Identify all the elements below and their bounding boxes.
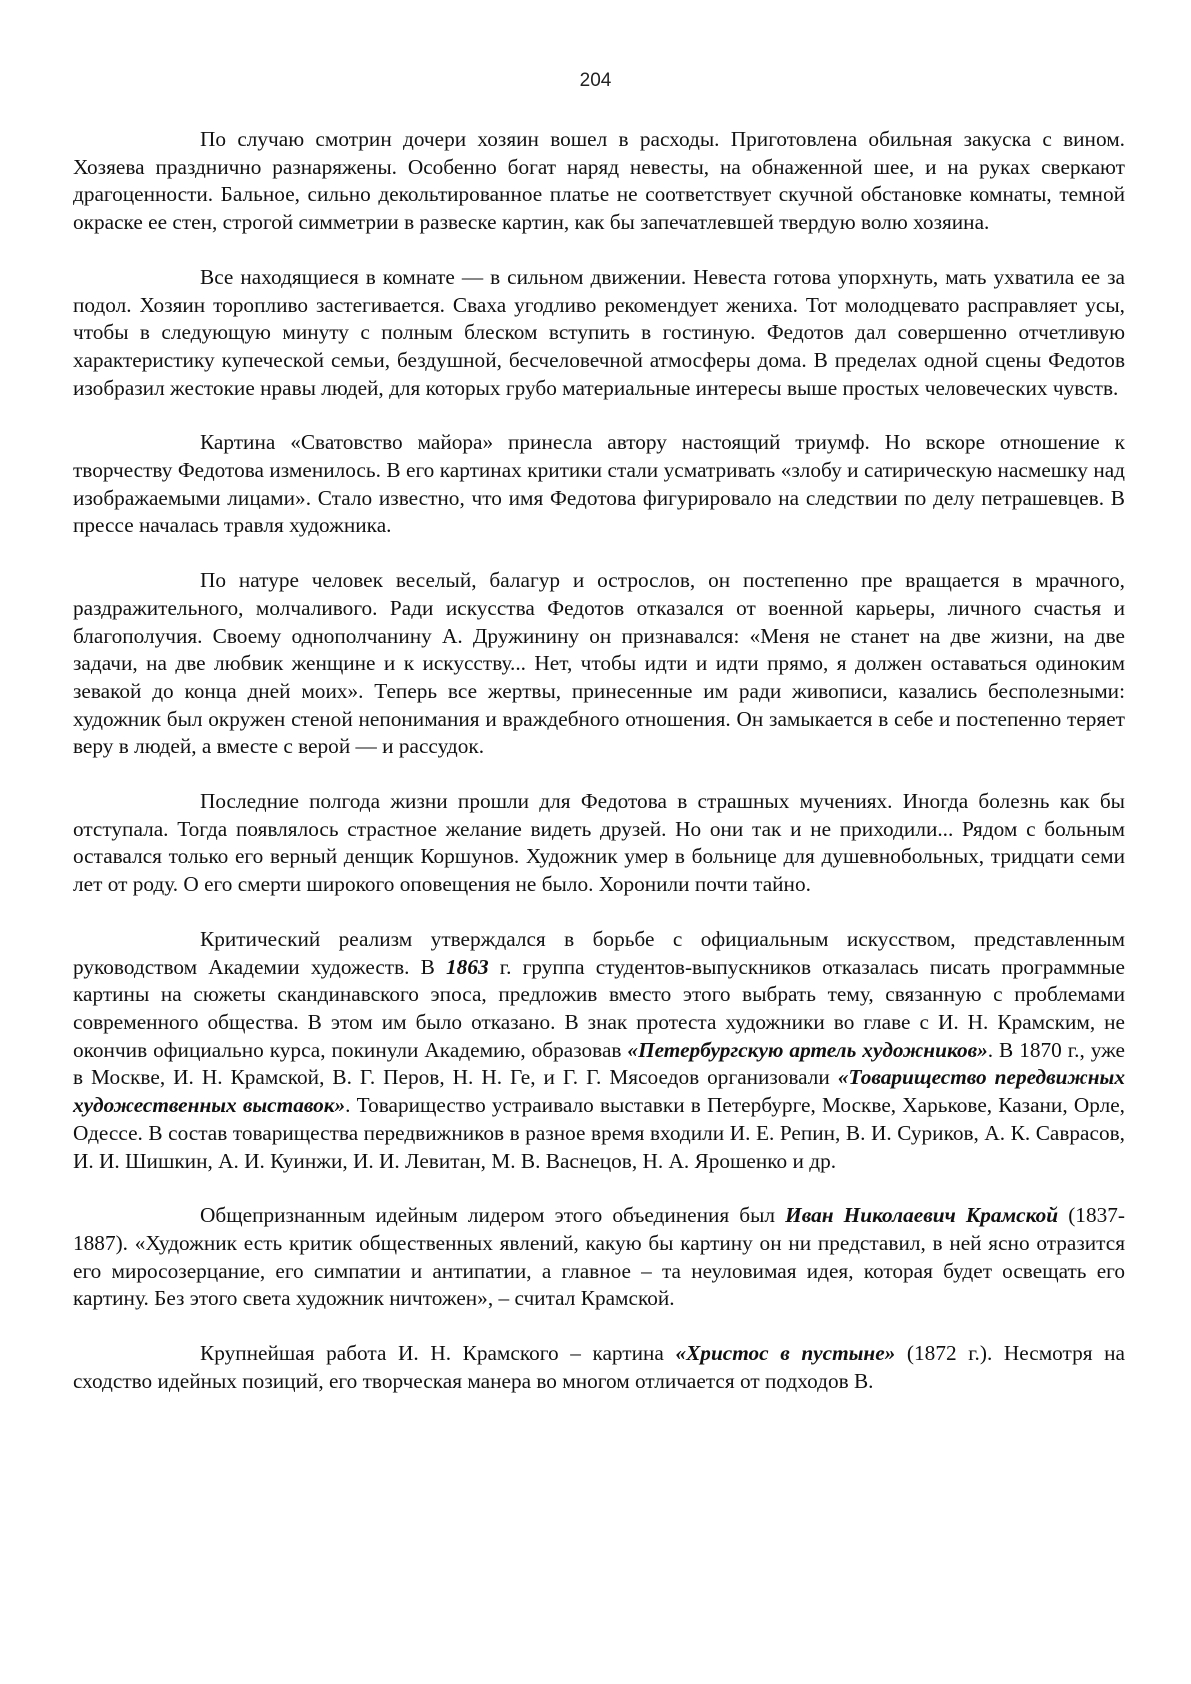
paragraph (73, 1340, 1125, 1395)
paragraph (73, 1202, 1125, 1313)
paragraph (73, 926, 1125, 1175)
text-run: Картина «Сватовство майора» принесла автору настоящий триумф. Но вскоре отношение к творчеству Федотова изменилось. В его картинах критики стали усматривать «злобу и сатирическую насмешку над изображаемыми лицами». Стало известно, что имя Федотова фигурировало на следствии по делу петрашевцев. В прессе началась травля художника. (73, 430, 1125, 538)
text-run: (1837-1887). «Художник есть критик общественных явлений, какую бы картину он ни представил, в ней ясно отразится его миросозерцание, его симпатии и антипатии, а главное – та неуловимая идея, которая будет освещать его картину. Без этого света художник ничтожен», – считал Крамской. (73, 1203, 1125, 1311)
text-run: г. группа студентов-выпускников отказалась писать программные картины на сюжеты скандинавского эпоса, предложив вместо этого выбрать тему, связанную с проблемами современного общества. В этом им было отказано. В знак протеста художники во главе с И. Н. Крамским, не окончив официально курса, покинули Академию, образовав (73, 954, 1126, 1062)
paragraph (73, 788, 1125, 899)
paragraph (73, 567, 1125, 761)
text-run: Общепризнанным идейным лидером этого объединения был (200, 1203, 786, 1228)
text-run: . В 1870 г., уже в Москве, И. Н. Крамской, В. Г. Перов, Н. Н. Ге, и Г. Г. Мясоедов организовали (73, 1037, 1126, 1090)
paragraph (73, 264, 1125, 403)
text-run: Все находящиеся в комнате — в сильном движении. Невеста готова упорхнуть, мать ухватила ее за подол. Хозяин торопливо застегивается. Сваха угодливо рекомендует жениха. Тот молодцевато расправляет усы, чтобы в следующую минуту с полным блеском вступить в гостиную. Федотов дал совершенно отчетливую характеристику купеческой семьи, бездушной, бесчеловечной атмосферы дома. В пределах одной сцены Федотов изобразил жестокие нравы людей, для которых грубо материальные интересы выше простых человеческих чувств. (73, 264, 1125, 400)
text-run: Крупнейшая работа И. Н. Крамского – картина (200, 1341, 676, 1366)
paragraph (73, 429, 1125, 540)
text-run: (1872 г.). Несмотря на сходство идейных позиций, его творческая манера во многом отличается от подходов В. (73, 1341, 1125, 1393)
text-run: Последние полгода жизни прошли для Федотова в страшных мучениях. Иногда болезнь как бы отступала. Тогда появлялось страстное желание видеть друзей. Но они так и не приходили... Рядом с больным оставался только его верный денщик Коршунов. Художник умер в больнице для душевнобольных, тридцати семи лет от роду. О его смерти широкого оповещения не было. Хоронили почти тайно. (73, 789, 1125, 897)
text-run: . Товарищество устраивало выставки в Петербурге, Москве, Харькове, Казани, Орле, Одессе. В состав товарищества передвижников в разное время входили И. Е. Репин, В. И. Суриков, А. К. Саврасов, И. И. Шишкин, А. И. Куинжи, И. И. Левитан, М. В. Васнецов, Н. А. Ярошенко и др. (73, 1093, 1125, 1173)
text-run: По натуре человек веселый, балагур и острослов, он постепенно пре вращается в мрачного, раздражительного, молчаливого. Ради искусства Федотов отказался от военной карьеры, личного счастья и благополучия. Своему однополчанину А. Дружинину он признавался: «Меня не станет на две жизни, на две задачи, на две любвик женщине и к искусству... Нет, чтобы идти и идти прямо, я должен оставаться одиноким зевакой до конца дней моих». Теперь все жертвы, принесенные им ради живописи, казались бесполезными: художник был окружен стеной непонимания и враждебного отношения. Он замыкается в себе и постепенно теряет веру в людей, а вместе с верой — и рассудок. (73, 568, 1125, 759)
text-run: По случаю смотрин дочери хозяин вошел в расходы. Приготовлена обильная закуска с вином. Хозяева празднично разнаряжены. Особенно богат наряд невесты, на обнаженной шее, и на руках сверкают драгоценности. Бальное, сильно декольтированное платье не соответствует скучной обстановке комнаты, темной окраске ее стен, строгой симметрии в развеске картин, как бы запечатлевшей твердую волю хозяина. (73, 127, 1125, 235)
emphasized-text: «Товарищество передвижных художественных выставок» (73, 1065, 1125, 1118)
emphasized-text: Иван Николаевич Крамской (785, 1203, 1059, 1228)
emphasized-text: 1863 (446, 954, 489, 979)
paragraph (73, 126, 1125, 237)
body-text (73, 126, 1125, 1422)
text-run: Критический реализм утверждался в борьбе с официальным искусством, представленным руководством Академии художеств. В (73, 926, 1125, 979)
emphasized-text: «Петербургскую артель художников» (627, 1037, 988, 1062)
page-number: 204 (579, 70, 612, 91)
emphasized-text: «Христос в пустыне» (675, 1341, 896, 1366)
